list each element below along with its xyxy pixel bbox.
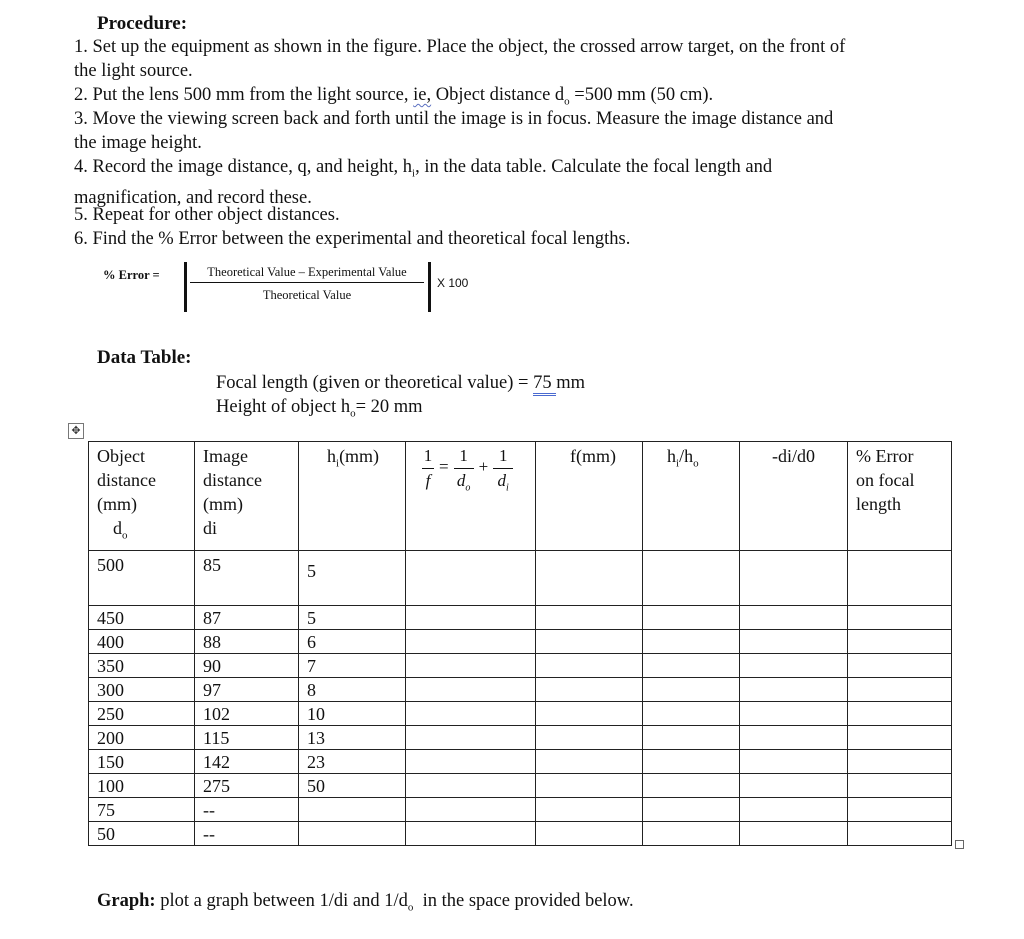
cell-error[interactable] bbox=[848, 629, 952, 653]
cell-ratio[interactable] bbox=[643, 797, 740, 821]
procedure-step-1: 1. Set up the equipment as shown in the figure. Place the object, the crossed arrow target, on the front of the light source. bbox=[74, 37, 846, 81]
cell-image-distance[interactable]: 87 bbox=[195, 605, 299, 629]
cell-ratio[interactable] bbox=[643, 749, 740, 773]
cell-f[interactable] bbox=[536, 653, 643, 677]
cell-lens-eq[interactable] bbox=[406, 797, 536, 821]
cell-image-height[interactable] bbox=[299, 797, 406, 821]
table-row bbox=[89, 605, 952, 629]
error-multiplier: X 100 bbox=[437, 276, 469, 290]
header-magnification-ratio: $h_i/h_o$ bbox=[643, 442, 740, 551]
cell-ratio[interactable] bbox=[643, 725, 740, 749]
header-image-height: $h_i(mm)$ bbox=[299, 442, 406, 551]
focal-length-given: Focal length (given or theoretical value) = 75 mm bbox=[216, 371, 585, 395]
error-denominator: Theoretical Value bbox=[262, 288, 352, 302]
cell-image-distance[interactable]: 102 bbox=[195, 701, 299, 725]
cell-mag[interactable] bbox=[740, 797, 848, 821]
cell-image-height[interactable]: 8 bbox=[299, 677, 406, 701]
cell-image-height[interactable] bbox=[299, 821, 406, 845]
cell-image-height[interactable]: 50 bbox=[299, 773, 406, 797]
cell-error[interactable] bbox=[848, 550, 952, 605]
cell-image-height[interactable]: 6 bbox=[299, 629, 406, 653]
cell-object-distance[interactable]: 100 bbox=[89, 773, 195, 797]
header-percent-error: % Error on focal length bbox=[848, 442, 952, 551]
cell-object-distance[interactable]: 450 bbox=[89, 605, 195, 629]
cell-lens-eq[interactable] bbox=[406, 605, 536, 629]
procedure-step-6: 6. Find the % Error between the experimental and theoretical focal lengths. bbox=[74, 229, 631, 249]
cell-lens-eq[interactable] bbox=[406, 749, 536, 773]
cell-lens-eq[interactable] bbox=[406, 701, 536, 725]
cell-f[interactable] bbox=[536, 629, 643, 653]
header-image-distance: Image distance (mm) di bbox=[195, 442, 299, 551]
cell-error[interactable] bbox=[848, 701, 952, 725]
data-table-heading: Data Table: bbox=[97, 347, 192, 368]
cell-object-distance[interactable]: 400 bbox=[89, 629, 195, 653]
cell-image-distance[interactable]: 90 bbox=[195, 653, 299, 677]
procedure-step-4: 4. Record the image distance, q, and height, $h_i$, in the data table. Calculate the focal length and magnification, and record these. bbox=[74, 157, 773, 208]
cell-f[interactable] bbox=[536, 605, 643, 629]
header-lens-equation: $\frac{1}{f}$ = $\frac{1}{d_o}$ + $\frac{1}{d_i}$ bbox=[406, 442, 536, 551]
table-row bbox=[89, 653, 952, 677]
cell-object-distance[interactable]: 50 bbox=[89, 821, 195, 845]
cell-image-distance[interactable]: -- bbox=[195, 821, 299, 845]
cell-error[interactable] bbox=[848, 797, 952, 821]
cell-image-distance[interactable]: 97 bbox=[195, 677, 299, 701]
table-row bbox=[89, 797, 952, 821]
cell-f[interactable] bbox=[536, 821, 643, 845]
cell-object-distance[interactable]: 500 bbox=[89, 550, 195, 605]
cell-ratio[interactable] bbox=[643, 677, 740, 701]
cell-image-distance[interactable]: 85 bbox=[195, 550, 299, 605]
table-row bbox=[89, 550, 952, 605]
cell-ratio[interactable] bbox=[643, 821, 740, 845]
cell-f[interactable] bbox=[536, 677, 643, 701]
table-row bbox=[89, 701, 952, 725]
header-focal-length: f(mm) bbox=[536, 442, 643, 551]
cell-lens-eq[interactable] bbox=[406, 653, 536, 677]
cell-ratio[interactable] bbox=[643, 605, 740, 629]
cell-image-height[interactable]: 13 bbox=[299, 725, 406, 749]
cell-mag[interactable] bbox=[740, 677, 848, 701]
resize-handle-icon[interactable] bbox=[955, 840, 964, 849]
cell-mag[interactable] bbox=[740, 773, 848, 797]
cell-ratio[interactable] bbox=[643, 653, 740, 677]
cell-object-distance[interactable]: 75 bbox=[89, 797, 195, 821]
cell-error[interactable] bbox=[848, 821, 952, 845]
procedure-step-3: 3. Move the viewing screen back and forth until the image is in focus. Measure the image distance and the image height. bbox=[74, 109, 834, 153]
cell-object-distance[interactable]: 200 bbox=[89, 725, 195, 749]
cell-f[interactable] bbox=[536, 773, 643, 797]
header-object-distance: Object distance (mm) $d_o$ bbox=[89, 442, 195, 551]
table-row bbox=[89, 677, 952, 701]
table-row bbox=[89, 773, 952, 797]
cell-image-height[interactable]: 5 bbox=[299, 605, 406, 629]
cell-mag[interactable] bbox=[740, 629, 848, 653]
table-row bbox=[89, 749, 952, 773]
cell-image-height[interactable]: 7 bbox=[299, 653, 406, 677]
graph-instruction: Graph: plot a graph between 1/di and $1/d_o$ in the space provided below. bbox=[97, 891, 634, 914]
cell-image-distance[interactable]: 115 bbox=[195, 725, 299, 749]
cell-image-distance[interactable]: -- bbox=[195, 797, 299, 821]
cell-ratio[interactable] bbox=[643, 550, 740, 605]
cell-mag[interactable] bbox=[740, 701, 848, 725]
header-magnification: -di/d0 bbox=[740, 442, 848, 551]
cell-object-distance[interactable]: 300 bbox=[89, 677, 195, 701]
cell-error[interactable] bbox=[848, 773, 952, 797]
error-numerator: Theoretical Value – Experimental Value bbox=[190, 265, 424, 283]
move-icon[interactable]: ✥ bbox=[68, 423, 84, 439]
error-formula-lhs: % Error = bbox=[103, 268, 160, 282]
procedure-heading: Procedure: bbox=[97, 13, 188, 34]
cell-image-distance[interactable]: 88 bbox=[195, 629, 299, 653]
spellcheck-word: ie, bbox=[413, 85, 432, 105]
cell-image-height[interactable]: 23 bbox=[299, 749, 406, 773]
cell-mag[interactable] bbox=[740, 725, 848, 749]
cell-object-distance[interactable]: 150 bbox=[89, 749, 195, 773]
abs-bar-right bbox=[428, 262, 431, 312]
cell-error[interactable] bbox=[848, 653, 952, 677]
cell-f[interactable] bbox=[536, 701, 643, 725]
cell-lens-eq[interactable] bbox=[406, 821, 536, 845]
cell-ratio[interactable] bbox=[643, 773, 740, 797]
cell-lens-eq[interactable] bbox=[406, 773, 536, 797]
cell-ratio[interactable] bbox=[643, 629, 740, 653]
cell-mag[interactable] bbox=[740, 821, 848, 845]
cell-f[interactable] bbox=[536, 797, 643, 821]
cell-mag[interactable] bbox=[740, 653, 848, 677]
procedure-step-5: 5. Repeat for other object distances. bbox=[74, 205, 340, 225]
cell-lens-eq[interactable] bbox=[406, 677, 536, 701]
cell-f[interactable] bbox=[536, 725, 643, 749]
cell-mag[interactable] bbox=[740, 605, 848, 629]
cell-image-height[interactable]: 10 bbox=[299, 701, 406, 725]
cell-error[interactable] bbox=[848, 749, 952, 773]
cell-f[interactable] bbox=[536, 749, 643, 773]
table-row bbox=[89, 629, 952, 653]
table-row bbox=[89, 725, 952, 749]
table-row bbox=[89, 821, 952, 845]
abs-bar-left bbox=[184, 262, 187, 312]
cell-error[interactable] bbox=[848, 725, 952, 749]
cell-error[interactable] bbox=[848, 677, 952, 701]
cell-f[interactable] bbox=[536, 550, 643, 605]
data-table bbox=[88, 441, 952, 846]
procedure-step-2: 2. Put the lens 500 mm from the light source, ie, Object distance $d_o =500$ mm (50 cm). bbox=[74, 85, 714, 108]
cell-ratio[interactable] bbox=[643, 701, 740, 725]
table-header-row bbox=[89, 442, 952, 551]
error-formula-fraction bbox=[190, 265, 424, 303]
cell-object-distance[interactable]: 350 bbox=[89, 653, 195, 677]
focal-value: 75 bbox=[533, 373, 556, 396]
object-height: Height of object $h_o= 20$ mm bbox=[216, 397, 423, 420]
cell-lens-eq[interactable] bbox=[406, 550, 536, 605]
cell-image-distance[interactable]: 275 bbox=[195, 773, 299, 797]
cell-lens-eq[interactable] bbox=[406, 725, 536, 749]
cell-lens-eq[interactable] bbox=[406, 629, 536, 653]
cell-mag[interactable] bbox=[740, 550, 848, 605]
cell-error[interactable] bbox=[848, 605, 952, 629]
cell-image-distance[interactable]: 142 bbox=[195, 749, 299, 773]
cell-image-height[interactable]: 5 bbox=[299, 550, 406, 605]
cell-object-distance[interactable]: 250 bbox=[89, 701, 195, 725]
cell-mag[interactable] bbox=[740, 749, 848, 773]
